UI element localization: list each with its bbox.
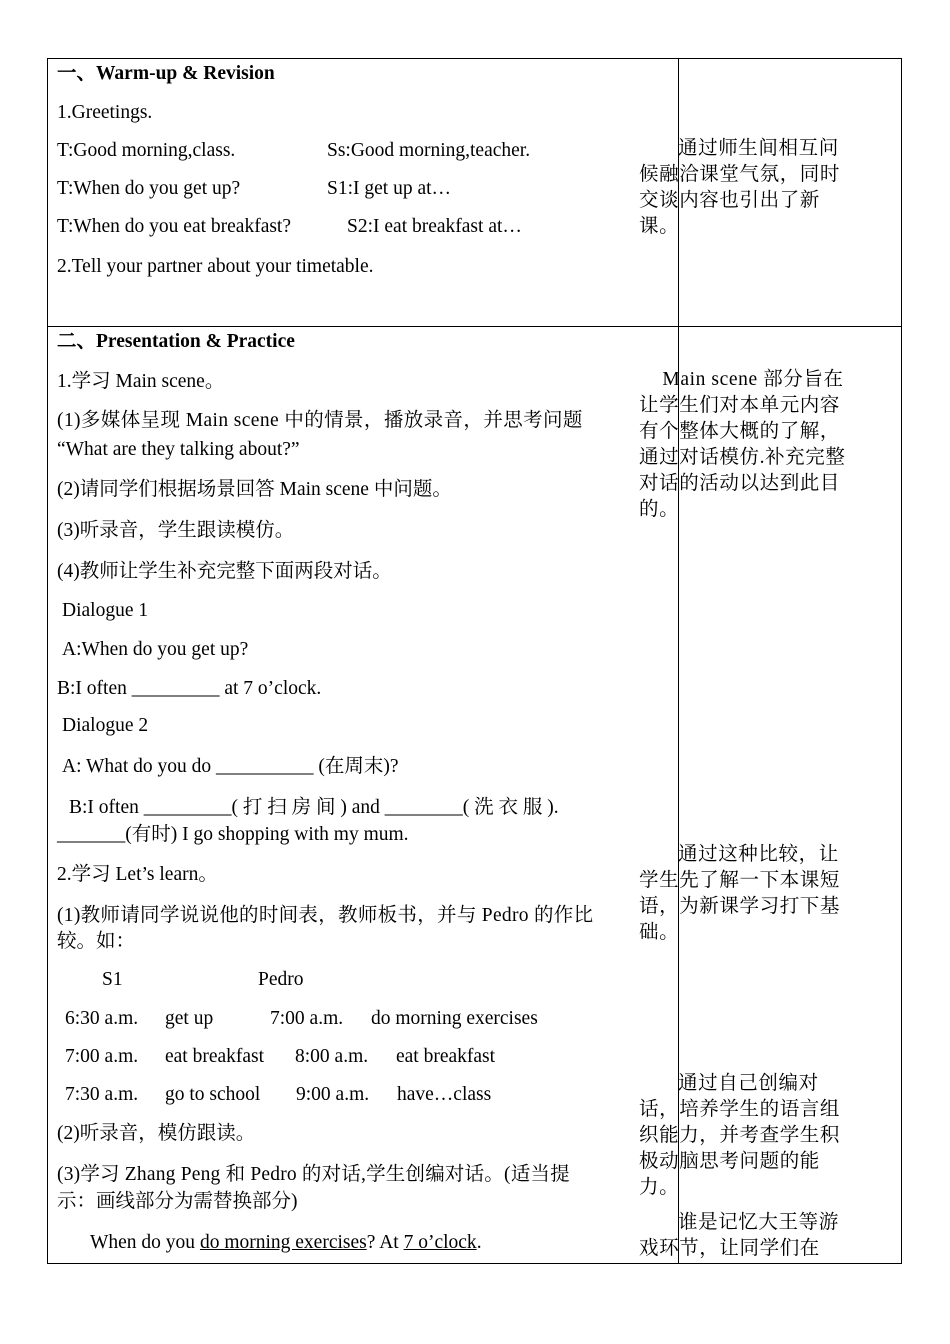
- example-underline-1: do morning exercises: [199, 1232, 367, 1253]
- dialogue2-b: B:I often _________( 打 扫 房 间 ) and ________( 洗 衣 服 ).: [69, 797, 559, 818]
- dialogue1-a: A:When do you get up?: [62, 639, 249, 660]
- compare-activity: get up: [165, 1008, 214, 1029]
- step2-line: (2)请同学们根据场景回答 Main scene 中问题。: [57, 479, 452, 500]
- lets1-line: (1)教师请同学说说他的时间表，教师板书，并与 Pedro 的作比: [57, 905, 594, 926]
- lets1-line-cont: 较。如：: [57, 931, 136, 952]
- compare-activity: have…class: [397, 1084, 492, 1105]
- section1-note: 通过师生间相互问候融洽课堂气氛，同时交谈内容也引出了新课。: [639, 138, 841, 237]
- compare-activity: go to school: [165, 1084, 261, 1105]
- dialogue-line: T:When do you get up?: [57, 178, 241, 199]
- learn-lets-learn: 2.学习 Let’s learn。: [57, 864, 218, 885]
- dialogue-line: T:Good morning,class.: [57, 140, 236, 161]
- note-comparison: 通过这种比较，让学生先了解一下本课短语，为新课学习打下基础。: [639, 844, 841, 943]
- dialogue-line: T:When do you eat breakfast?: [57, 216, 292, 237]
- dialogue-line: S1:I get up at…: [327, 178, 452, 199]
- step3-line: (3)听录音，学生跟读模仿。: [57, 520, 295, 541]
- compare-time: 6:30 a.m.: [65, 1008, 139, 1029]
- compare-header-pedro: Pedro: [258, 969, 304, 990]
- compare-time: 7:00 a.m.: [270, 1008, 344, 1029]
- example-underline-2: 7 o’clock: [403, 1232, 477, 1253]
- step4-line: (4)教师让学生补充完整下面两段对话。: [57, 561, 392, 582]
- example-sentence: [90, 1230, 482, 1256]
- learn-main-scene: 1.学习 Main scene。: [57, 371, 225, 392]
- example-pre: When do you: [90, 1232, 200, 1253]
- greetings-label: 1.Greetings.: [57, 102, 153, 123]
- section2-heading: 二、Presentation & Practice: [57, 331, 295, 352]
- compare-time: 7:00 a.m.: [65, 1046, 139, 1067]
- step1-line: (1)多媒体呈现 Main scene 中的情景，播放录音，并思考问题: [57, 410, 583, 431]
- dialogue-line: S2:I eat breakfast at…: [347, 216, 522, 237]
- compare-header-s1: S1: [102, 969, 123, 990]
- section1-heading: 一、Warm-up & Revision: [57, 63, 275, 84]
- row-divider: [48, 326, 901, 327]
- compare-time: 7:30 a.m.: [65, 1084, 139, 1105]
- example-mid: ? At: [366, 1232, 404, 1253]
- dialogue2-title: Dialogue 2: [62, 715, 149, 736]
- example-post: .: [476, 1232, 482, 1253]
- lets3-line: (3)学习 Zhang Peng 和 Pedro 的对话,学生创编对话。(适当提: [57, 1164, 570, 1185]
- note-memory-game: 谁是记忆大王等游戏环节，让同学们在: [639, 1212, 839, 1259]
- compare-activity: eat breakfast: [165, 1046, 265, 1067]
- note-main-scene: Main scene 部分旨在让学生们对本单元内容有个整体大概的了解，通过对话模仿.补充完整对话的活动以达到此目的。: [639, 369, 846, 520]
- dialogue1-title: Dialogue 1: [62, 600, 149, 621]
- lets3-line-cont: 示：画线部分为需替换部分): [57, 1191, 298, 1212]
- compare-activity: eat breakfast: [396, 1046, 496, 1067]
- note-create-dialogue: 通过自己创编对话，培养学生的语言组织能力，并考查学生积极动脑思考问题的能力。: [639, 1073, 841, 1198]
- dialogue2-b-cont: _______(有时) I go shopping with my mum.: [57, 824, 409, 845]
- dialogue-line: Ss:Good morning,teacher.: [327, 140, 531, 161]
- compare-activity: do morning exercises: [371, 1008, 538, 1029]
- tell-partner-line: 2.Tell your partner about your timetable.: [57, 256, 374, 277]
- compare-time: 8:00 a.m.: [295, 1046, 369, 1067]
- compare-time: 9:00 a.m.: [296, 1084, 370, 1105]
- step1-question: “What are they talking about?”: [57, 439, 300, 460]
- dialogue1-b: B:I often _________ at 7 o’clock.: [57, 678, 322, 699]
- dialogue2-a: A: What do you do __________ (在周末)?: [62, 756, 399, 777]
- lets2-line: (2)听录音，模仿跟读。: [57, 1123, 256, 1144]
